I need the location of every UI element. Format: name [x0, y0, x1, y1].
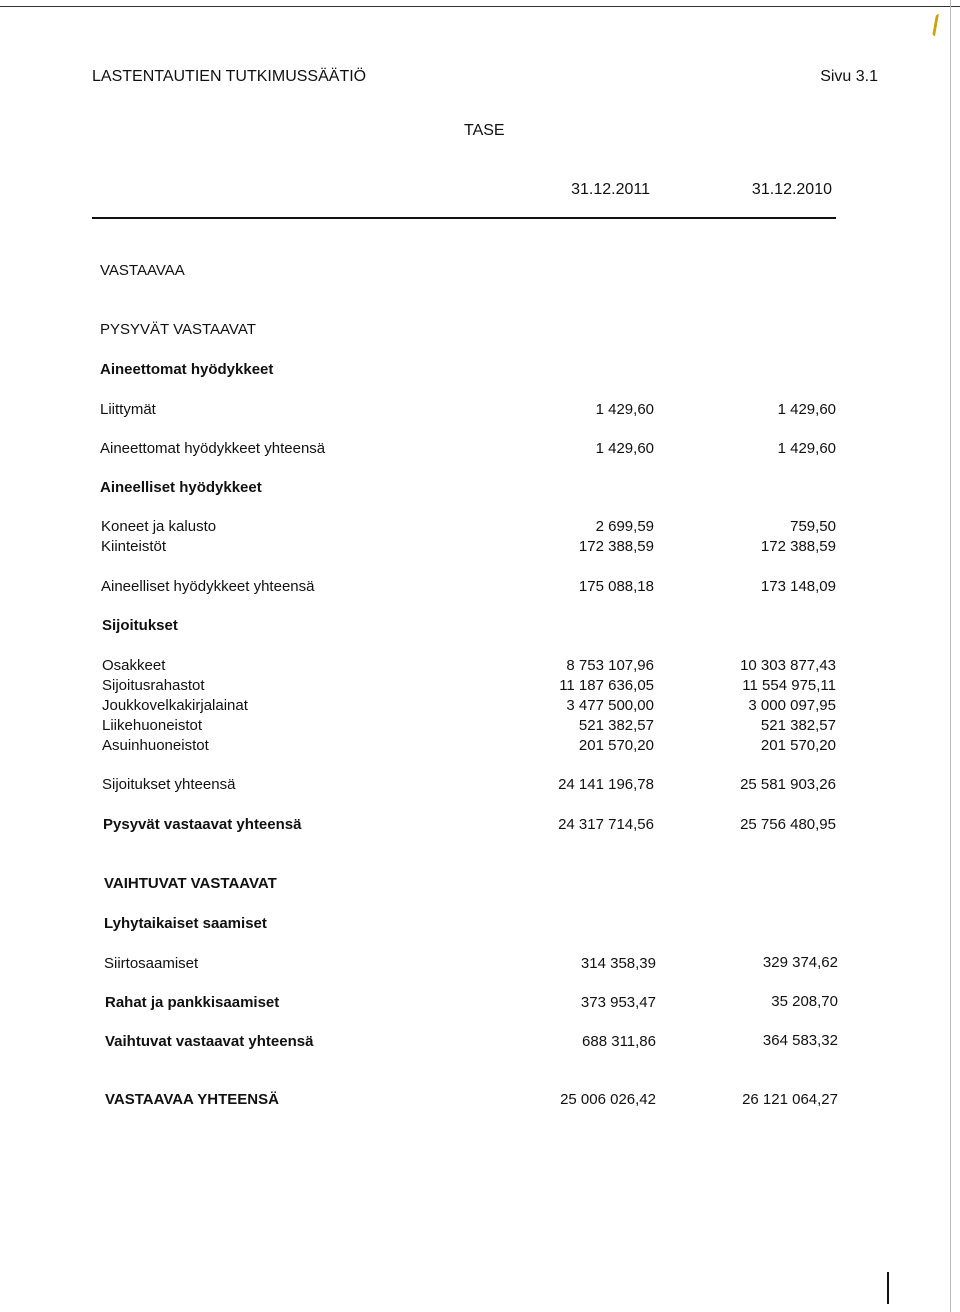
- value-2010-osakkeet: 10 303 877,43: [740, 657, 836, 674]
- row-label-rahat-ja-pankkisaamiset: Rahat ja pankkisaamiset: [105, 994, 280, 1011]
- row-label-aineettomat-hyodykkeet: Aineettomat hyödykkeet: [100, 361, 274, 378]
- column-header-2010: 31.12.2010: [751, 181, 832, 198]
- row-label-liikehuoneistot: Liikehuoneistot: [102, 717, 203, 734]
- row-label-asuinhuoneistot: Asuinhuoneistot: [102, 737, 209, 754]
- value-2011-pysyvat-yhteensa: 24 317 714,56: [558, 816, 654, 833]
- value-2010-aineettomat-yhteensa: 1 429,60: [777, 440, 836, 457]
- value-2011-sijoitusrahastot: 11 187 636,05: [559, 677, 654, 694]
- value-2011-aineelliset-yhteensa: 175 088,18: [578, 578, 654, 595]
- row-label-lyhytaikaiset-saamiset: Lyhytaikaiset saamiset: [104, 915, 267, 932]
- value-2010-sijoitukset-yhteensa: 25 581 903,26: [740, 776, 836, 793]
- value-2011-osakkeet: 8 753 107,96: [566, 657, 654, 674]
- value-2011-vastaavaa-yhteensa: 25 006 026,42: [560, 1091, 656, 1108]
- value-2011-vaihtuvat-yhteensa: 688 311,86: [582, 1033, 656, 1050]
- document-title: TASE: [464, 122, 505, 139]
- scan-mark-bottom: [887, 1272, 889, 1304]
- row-label-aineettomat-yhteensa: Aineettomat hyödykkeet yhteensä: [100, 440, 326, 457]
- value-2010-vastaavaa-yhteensa: 26 121 064,27: [742, 1091, 838, 1108]
- column-header-2011: 31.12.2011: [571, 181, 650, 198]
- row-label-joukkovelkakirjalainat: Joukkovelkakirjalainat: [102, 697, 248, 714]
- row-label-koneet-ja-kalusto: Koneet ja kalusto: [101, 518, 217, 535]
- row-label-siirtosaamiset: Siirtosaamiset: [104, 955, 199, 972]
- value-2010-vaihtuvat-yhteensa: 364 583,32: [762, 1032, 838, 1049]
- value-2011-rahat-ja-pankkisaamiset: 373 953,47: [580, 994, 656, 1011]
- row-label-vastaavaa: VASTAAVAA: [100, 262, 185, 279]
- row-label-vaihtuvat-yhteensa: Vaihtuvat vastaavat yhteensä: [105, 1033, 314, 1050]
- row-label-vastaavaa-yhteensa: VASTAAVAA YHTEENSÄ: [105, 1091, 279, 1108]
- value-2011-joukkovelkakirjalainat: 3 477 500,00: [566, 697, 654, 714]
- value-2011-asuinhuoneistot: 201 570,20: [578, 737, 654, 754]
- value-2011-aineettomat-yhteensa: 1 429,60: [595, 440, 654, 457]
- value-2010-kiinteistot: 172 388,59: [760, 538, 836, 555]
- row-label-osakkeet: Osakkeet: [102, 657, 166, 674]
- value-2011-kiinteistot: 172 388,59: [578, 538, 654, 555]
- value-2011-liittymat: 1 429,60: [595, 401, 654, 418]
- scan-mark-corner: [932, 14, 945, 36]
- value-2010-sijoitusrahastot: 11 554 975,11: [742, 677, 836, 694]
- value-2010-liikehuoneistot: 521 382,57: [760, 717, 836, 734]
- row-label-vaihtuvat-vastaavat: VAIHTUVAT VASTAAVAT: [104, 875, 277, 892]
- value-2010-joukkovelkakirjalainat: 3 000 097,95: [748, 697, 836, 714]
- value-2010-aineelliset-yhteensa: 173 148,09: [760, 578, 836, 595]
- row-label-kiinteistot: Kiinteistöt: [101, 538, 167, 555]
- value-2010-liittymat: 1 429,60: [777, 401, 836, 418]
- organization-name: LASTENTAUTIEN TUTKIMUSSÄÄTIÖ: [92, 68, 367, 85]
- value-2011-liikehuoneistot: 521 382,57: [578, 717, 654, 734]
- header-rule: [92, 217, 836, 219]
- value-2010-pysyvat-yhteensa: 25 756 480,95: [740, 816, 836, 833]
- value-2011-sijoitukset-yhteensa: 24 141 196,78: [558, 776, 654, 793]
- row-label-aineelliset-yhteensa: Aineelliset hyödykkeet yhteensä: [101, 578, 315, 595]
- row-label-aineelliset-hyodykkeet: Aineelliset hyödykkeet: [100, 479, 262, 496]
- row-label-sijoitusrahastot: Sijoitusrahastot: [102, 677, 205, 694]
- scan-border-top: [0, 6, 960, 7]
- row-label-sijoitukset: Sijoitukset: [102, 617, 178, 634]
- value-2010-koneet-ja-kalusto: 759,50: [790, 518, 836, 535]
- scan-border-right: [950, 0, 951, 1312]
- row-label-sijoitukset-yhteensa: Sijoitukset yhteensä: [102, 776, 236, 793]
- value-2010-rahat-ja-pankkisaamiset: 35 208,70: [771, 993, 838, 1010]
- value-2010-siirtosaamiset: 329 374,62: [762, 954, 838, 971]
- value-2011-koneet-ja-kalusto: 2 699,59: [595, 518, 654, 535]
- value-2010-asuinhuoneistot: 201 570,20: [760, 737, 836, 754]
- row-label-pysyvat-vastaavat: PYSYVÄT VASTAAVAT: [100, 321, 256, 338]
- value-2011-siirtosaamiset: 314 358,39: [580, 955, 656, 972]
- row-label-pysyvat-yhteensa: Pysyvät vastaavat yhteensä: [103, 816, 302, 833]
- page-number: Sivu 3.1: [820, 68, 878, 85]
- row-label-liittymat: Liittymät: [100, 401, 156, 418]
